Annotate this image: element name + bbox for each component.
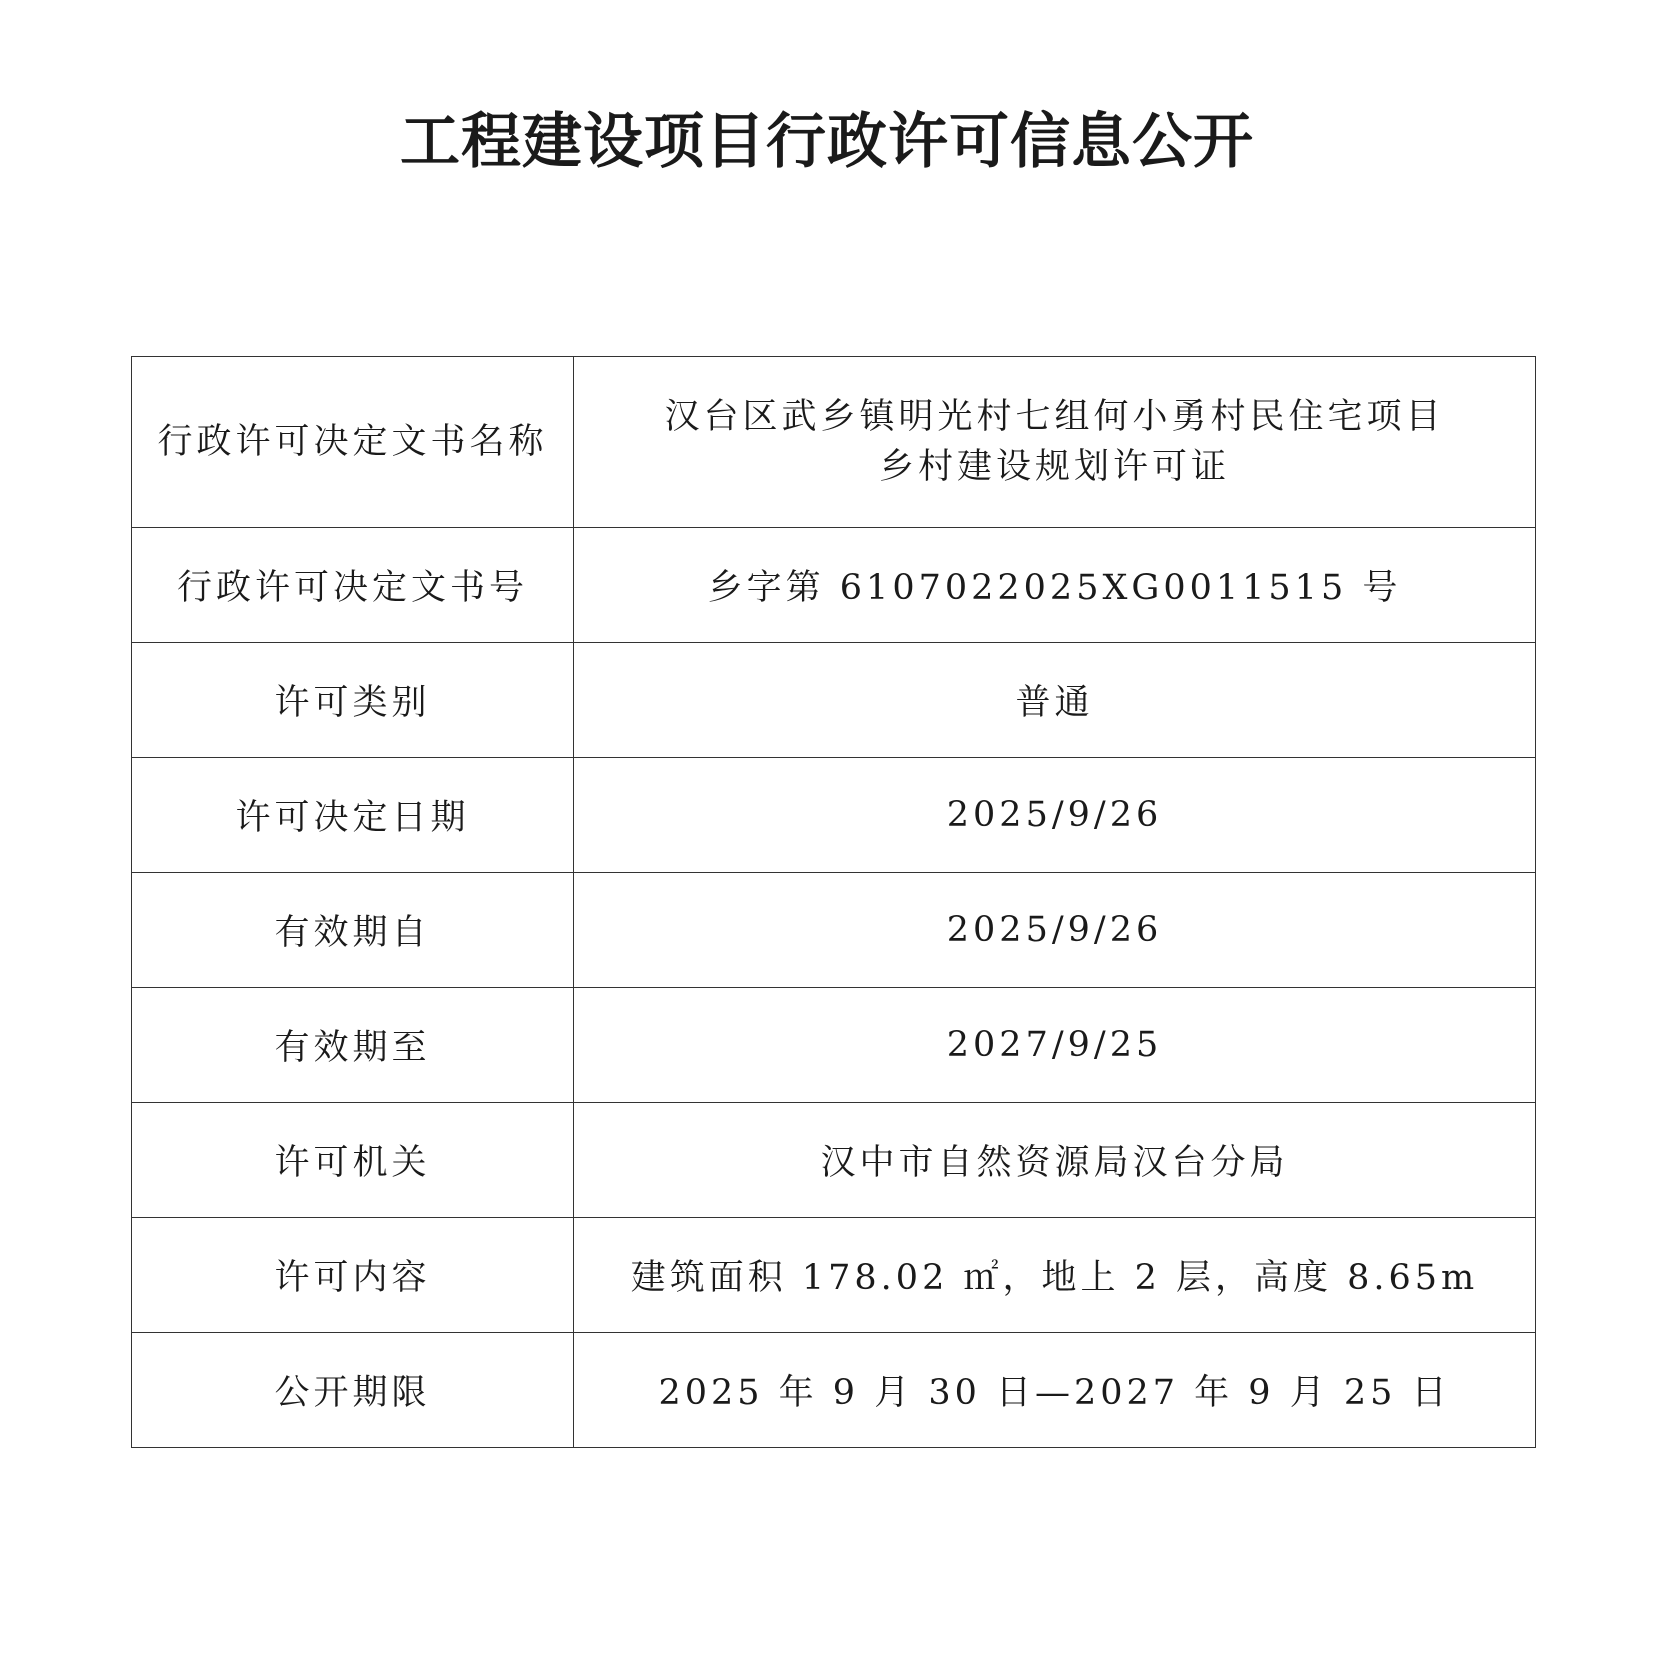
table-row-valid-from	[132, 873, 1536, 988]
permit-info-table	[131, 356, 1536, 1448]
row-label: 许可内容	[132, 1218, 574, 1333]
table-row-document-name	[132, 357, 1536, 528]
table-row-permit-content	[132, 1218, 1536, 1333]
page-title: 工程建设项目行政许可信息公开	[400, 107, 1254, 177]
table-row-publication-period	[132, 1333, 1536, 1448]
row-label: 许可类别	[132, 643, 574, 758]
table-row-permit-category	[132, 643, 1536, 758]
row-label: 许可决定日期	[132, 758, 574, 873]
value-line: 汉台区武乡镇明光村七组何小勇村民住宅项目	[664, 397, 1445, 437]
row-value: 乡字第 6107022025XG0011515 号	[574, 528, 1536, 643]
row-label: 有效期至	[132, 988, 574, 1103]
row-label: 许可机关	[132, 1103, 574, 1218]
row-value: 建筑面积 178.02 ㎡，地上 2 层，高度 8.65m	[574, 1218, 1536, 1333]
value-line: 乡村建设规划许可证	[878, 447, 1230, 487]
row-value: 2025/9/26	[574, 758, 1536, 873]
row-value: 2027/9/25	[574, 988, 1536, 1103]
row-value: 2025 年 9 月 30 日—2027 年 9 月 25 日	[574, 1333, 1536, 1448]
row-value: 普通	[574, 643, 1536, 758]
row-label: 有效期自	[132, 873, 574, 988]
table-row-permit-authority	[132, 1103, 1536, 1218]
row-value	[574, 357, 1536, 528]
table-row-decision-date	[132, 758, 1536, 873]
row-label: 行政许可决定文书名称	[132, 357, 574, 528]
table-row-valid-until	[132, 988, 1536, 1103]
row-value: 2025/9/26	[574, 873, 1536, 988]
row-label: 行政许可决定文书号	[132, 528, 574, 643]
row-value: 汉中市自然资源局汉台分局	[574, 1103, 1536, 1218]
table-row-document-number	[132, 528, 1536, 643]
row-label: 公开期限	[132, 1333, 574, 1448]
